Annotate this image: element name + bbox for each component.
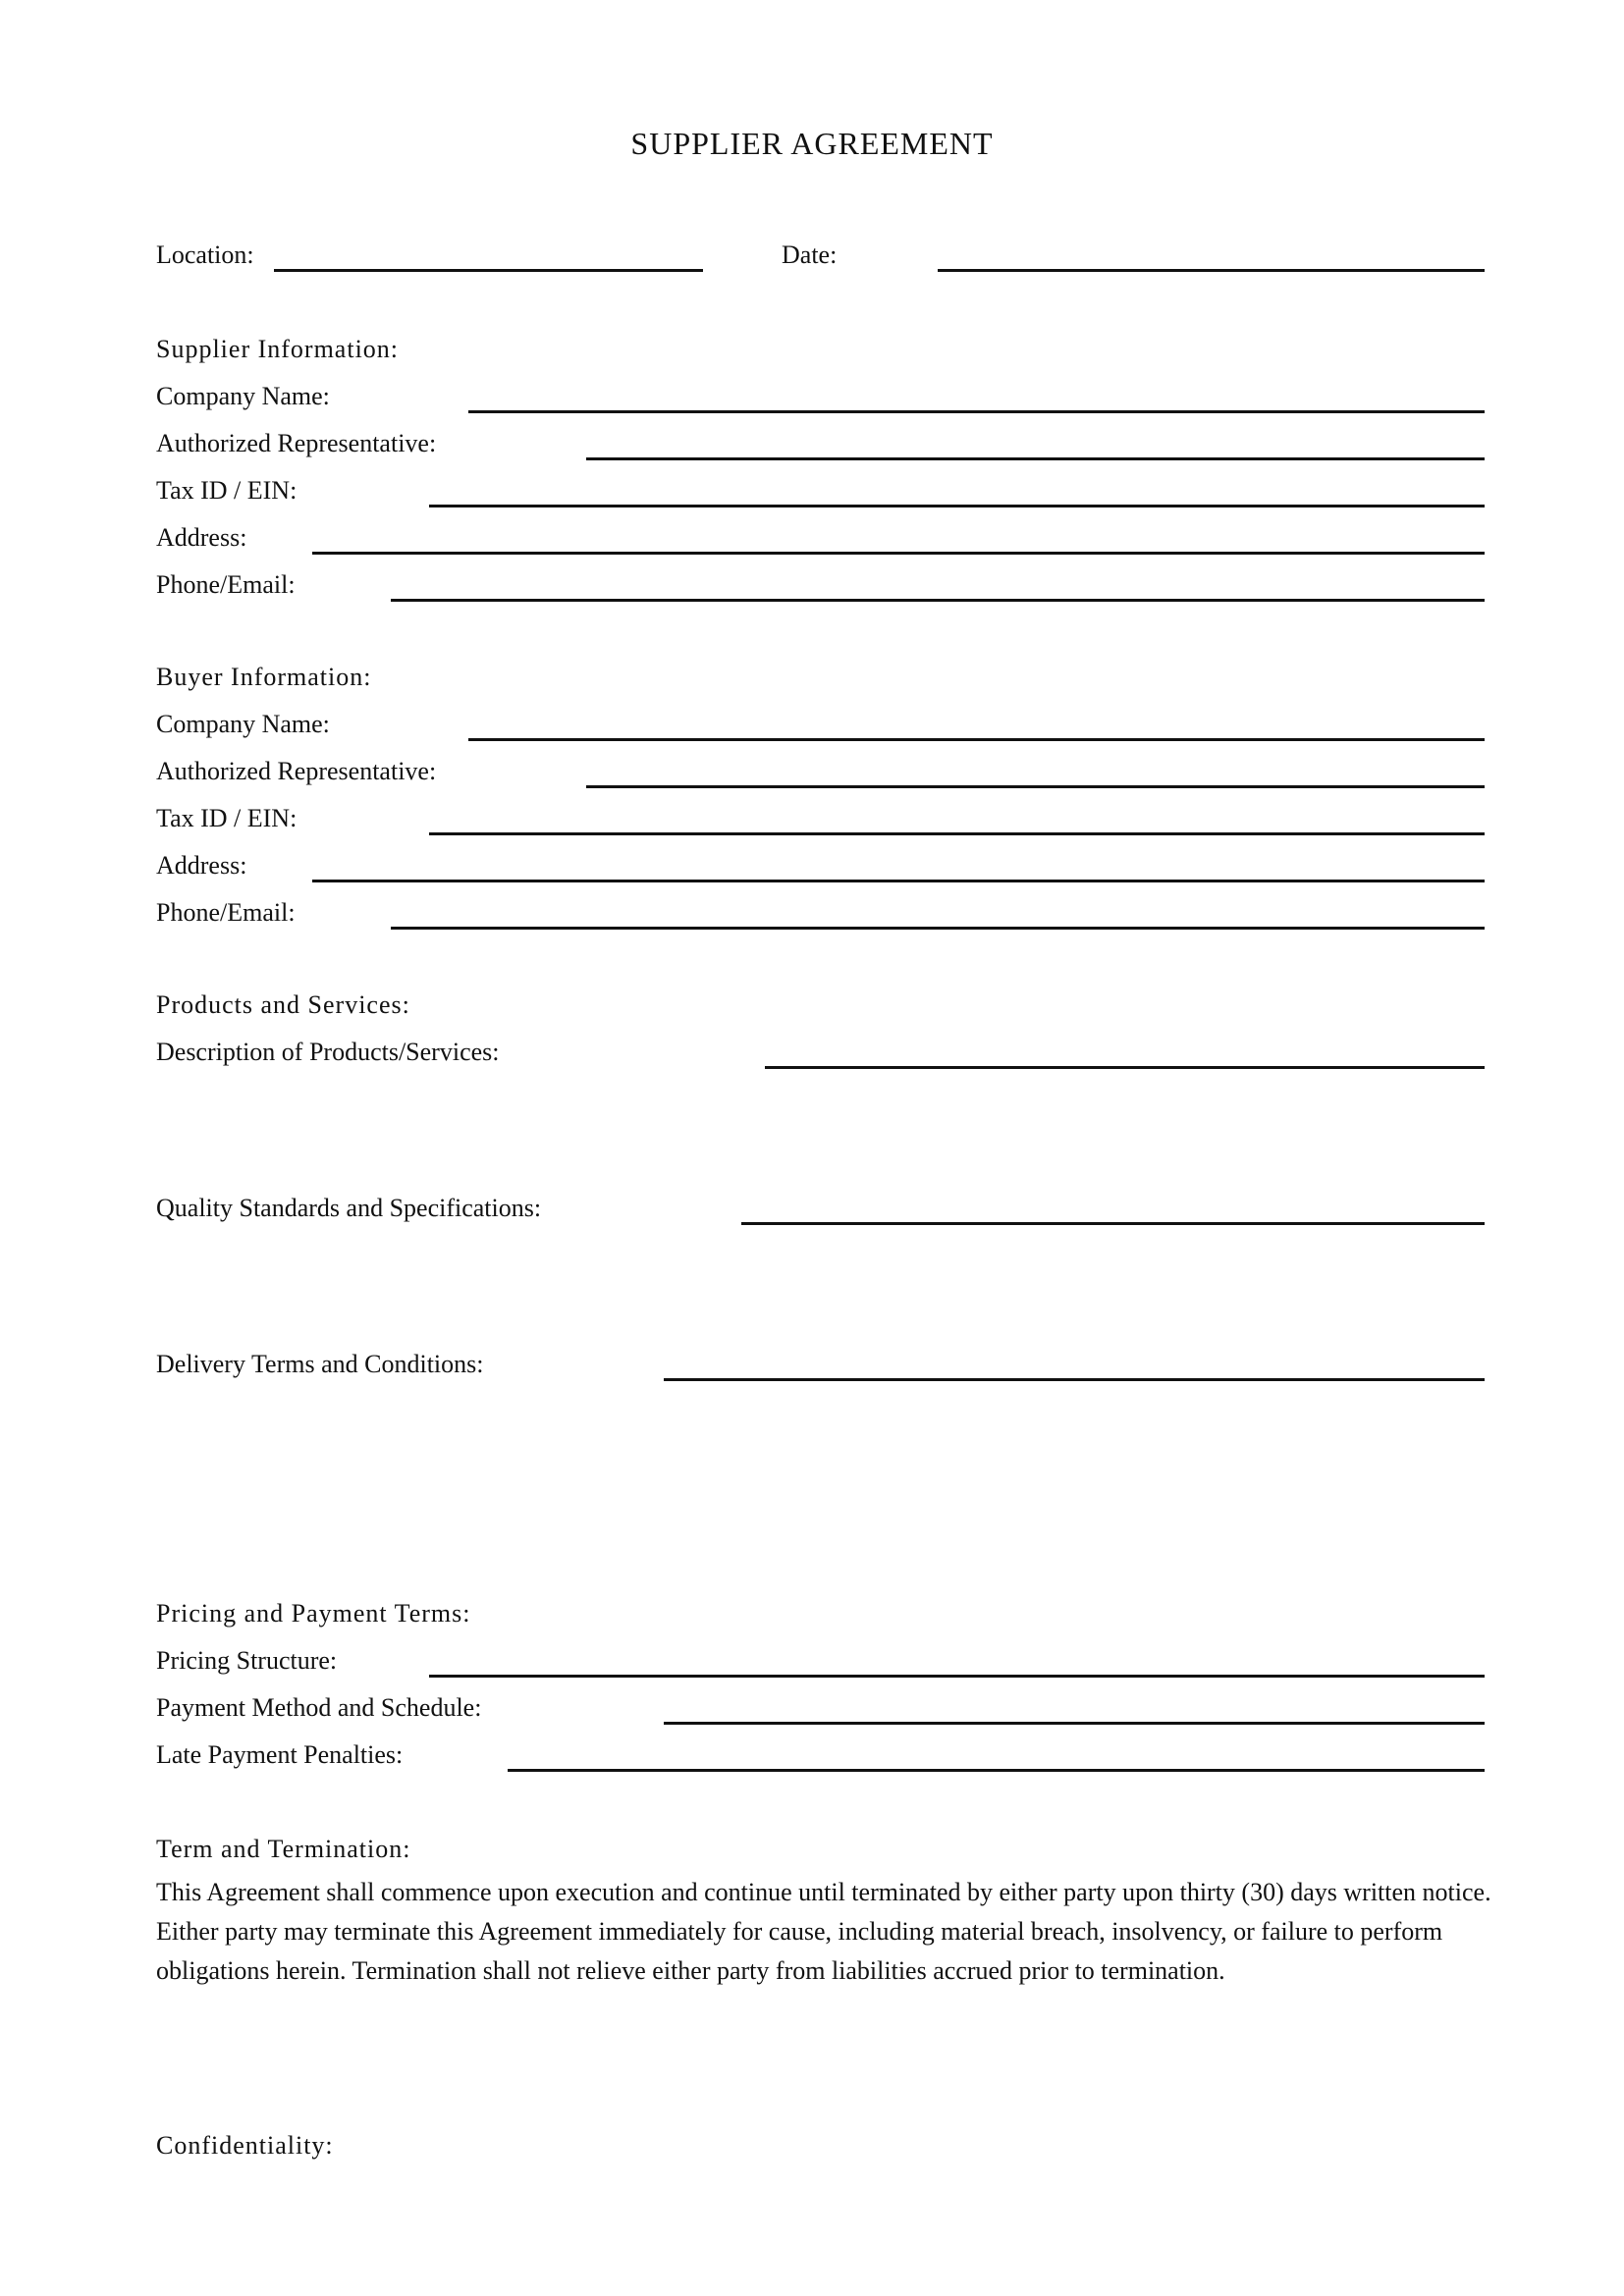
buyer-phone-email-label: Phone/Email: [156, 898, 296, 927]
supplier-address-label: Address: [156, 523, 247, 552]
supplier-representative-field[interactable] [586, 457, 1485, 460]
location-label: Location: [156, 240, 254, 269]
supplier-tax-id-label: Tax ID / EIN: [156, 476, 298, 505]
supplier-phone-email-label: Phone/Email: [156, 570, 296, 599]
buyer-address-label: Address: [156, 851, 247, 880]
buyer-company-name-label: Company Name: [156, 710, 330, 738]
products-section-heading: Products and Services: [156, 990, 410, 1019]
delivery-terms-label: Delivery Terms and Conditions: [156, 1350, 484, 1378]
term-paragraph: This Agreement shall commence upon execution and continue until terminated by either party upon thirty (30) days written notice. Either party may terminate this Agreement immediately for cause, including material breach, insolvency, or failure to perform obligations herein. Termination shall not relieve either party from liabilities accrued prior to termination. [156, 1878, 1491, 1985]
buyer-representative-field[interactable] [586, 785, 1485, 788]
supplier-company-name-field[interactable] [468, 410, 1485, 413]
buyer-tax-id-field[interactable] [429, 832, 1485, 835]
delivery-terms-field[interactable] [664, 1378, 1485, 1381]
buyer-section-heading: Buyer Information: [156, 663, 372, 691]
pricing-structure-field[interactable] [429, 1675, 1485, 1678]
late-penalties-field[interactable] [508, 1769, 1485, 1772]
late-penalties-label: Late Payment Penalties: [156, 1740, 404, 1769]
buyer-phone-email-field[interactable] [391, 927, 1485, 930]
products-description-field[interactable] [765, 1066, 1485, 1069]
supplier-phone-email-field[interactable] [391, 599, 1485, 602]
buyer-tax-id-label: Tax ID / EIN: [156, 804, 298, 832]
buyer-representative-label: Authorized Representative: [156, 757, 437, 785]
supplier-company-name-label: Company Name: [156, 382, 330, 410]
quality-standards-label: Quality Standards and Specifications: [156, 1194, 542, 1222]
payment-method-field[interactable] [664, 1722, 1485, 1725]
supplier-address-field[interactable] [312, 552, 1485, 555]
date-field[interactable] [938, 269, 1485, 272]
buyer-address-field[interactable] [312, 880, 1485, 882]
confidentiality-section-heading: Confidentiality: [156, 2131, 334, 2160]
products-description-label: Description of Products/Services: [156, 1038, 500, 1066]
payment-method-label: Payment Method and Schedule: [156, 1693, 482, 1722]
supplier-representative-label: Authorized Representative: [156, 429, 437, 457]
location-field[interactable] [274, 269, 703, 272]
document-title: SUPPLIER AGREEMENT [630, 126, 994, 161]
term-section-heading: Term and Termination: [156, 1835, 411, 1863]
date-label: Date: [782, 240, 838, 269]
pricing-structure-label: Pricing Structure: [156, 1646, 338, 1675]
pricing-section-heading: Pricing and Payment Terms: [156, 1599, 471, 1628]
supplier-tax-id-field[interactable] [429, 505, 1485, 507]
buyer-company-name-field[interactable] [468, 738, 1485, 741]
quality-standards-field[interactable] [741, 1222, 1485, 1225]
supplier-section-heading: Supplier Information: [156, 335, 400, 363]
